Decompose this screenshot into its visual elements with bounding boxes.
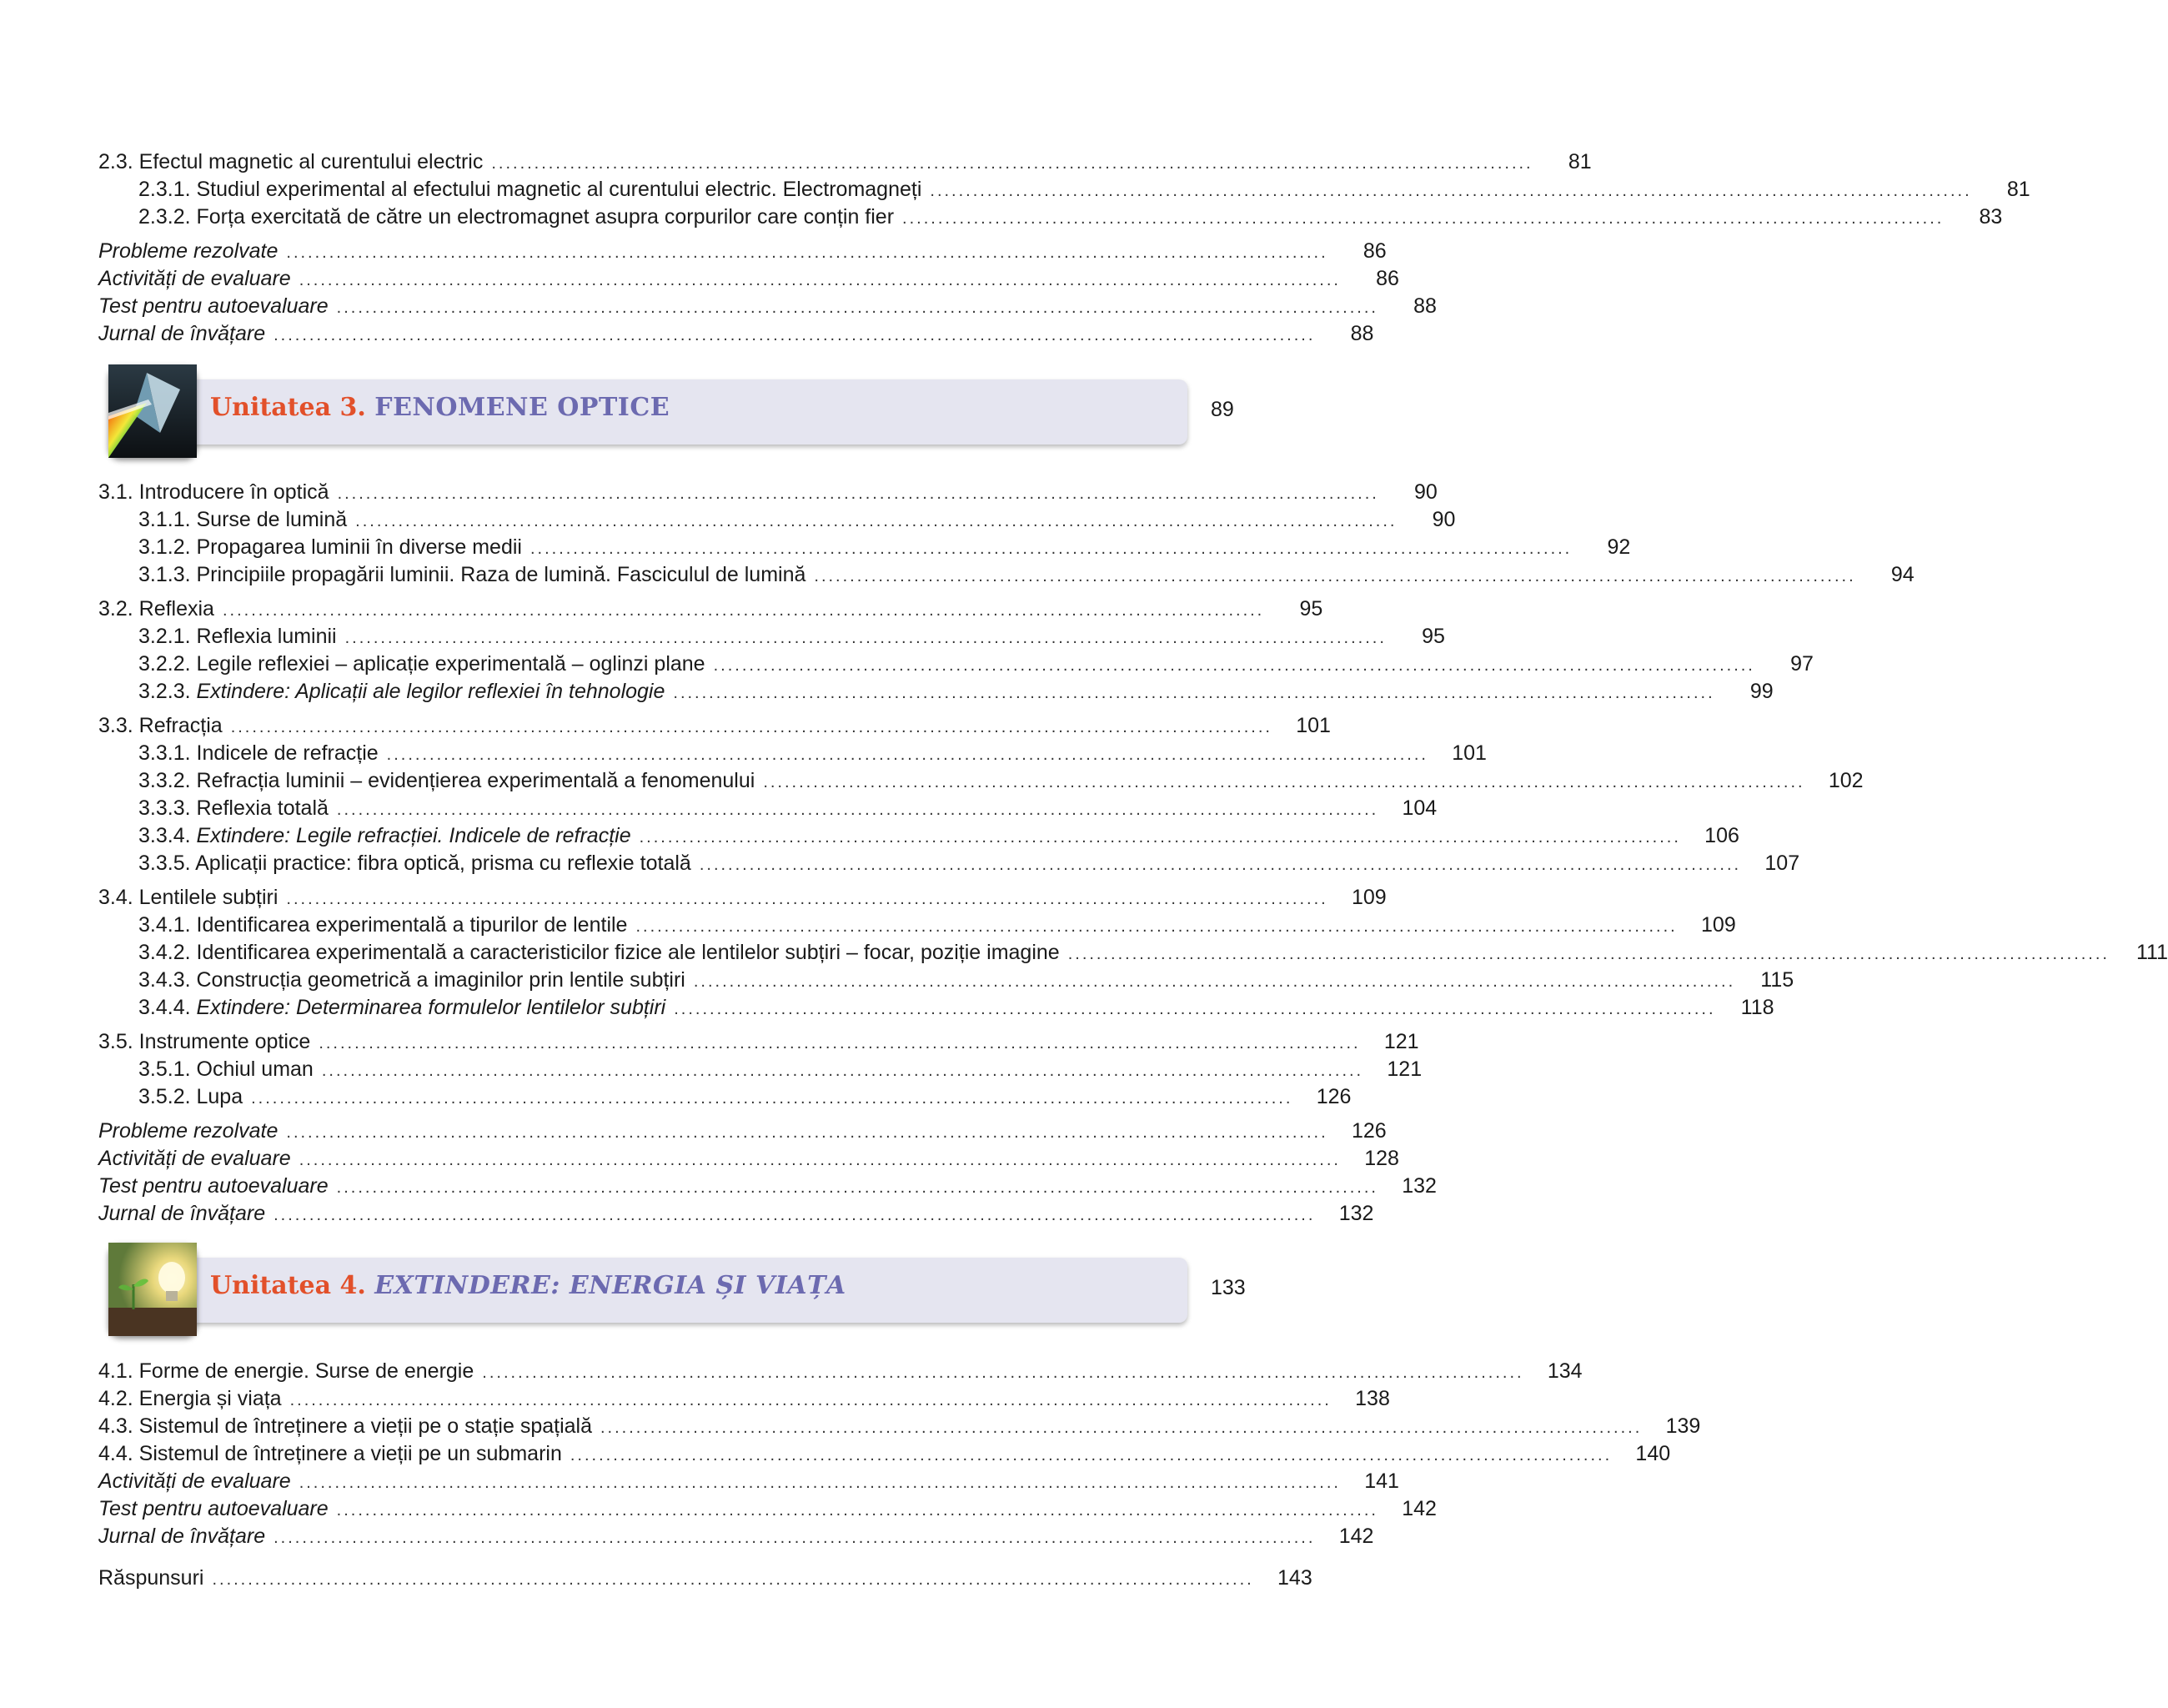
unit-4-header[interactable]	[108, 1243, 1246, 1336]
toc-entry-page: 95	[1299, 597, 1323, 620]
toc-entry[interactable]: 3.5.2. Lupa .................................................................................................................................................. 126	[98, 1083, 1249, 1110]
toc-entry-page: 140	[1635, 1442, 1671, 1465]
toc-entry-title: 3.3.4. Extindere: Legile refracției. Indicele de refracție	[138, 824, 631, 847]
toc-entry[interactable]: 3.4. Lentilele subțiri .................................................................................................................................................. 109	[98, 886, 1387, 909]
unit-name: FENOMENE OPTICE	[374, 393, 670, 422]
prism-light-spectrum-icon	[108, 364, 197, 458]
toc-entry-title: 3.1.2. Propagarea luminii în diverse medii	[138, 535, 522, 559]
toc-entry-page: 132	[1338, 1202, 1374, 1225]
toc-entry-page: 101	[1296, 714, 1331, 737]
toc-entry[interactable]: Jurnal de învățare .................................................................................................................................................. 142	[98, 1525, 1374, 1548]
toc-entry-title: Activități de evaluare	[98, 1147, 291, 1170]
toc-entry-title: 3.2. Reflexia	[98, 597, 214, 620]
toc-entry-title: 3.2.3. Extindere: Aplicații ale legilor reflexiei în tehnologie	[138, 680, 665, 703]
toc-entry-title: 3.1. Introducere în optică	[98, 480, 329, 504]
toc-entry-page: 126	[1351, 1119, 1387, 1143]
toc-entry-page: 101	[1452, 741, 1487, 765]
toc-entry-page: 107	[1764, 851, 1800, 875]
toc-entry-page: 143	[1277, 1566, 1312, 1590]
toc-entry[interactable]: Activități de evaluare .................................................................................................................................................. 86	[98, 267, 1399, 290]
toc-entry-page: 142	[1338, 1525, 1374, 1548]
toc-entry-title: 3.4.2. Identificarea experimentală a caracteristicilor fizice ale lentilelor subțiri – focar, poziție imagine	[138, 941, 1060, 964]
toc-entry-page: 121	[1387, 1057, 1423, 1081]
toc-entry-page: 97	[1790, 652, 1814, 676]
toc-entry-title: 3.3.2. Refracția luminii – evidențierea experimentală a fenomenului	[138, 769, 755, 792]
toc-entry-page: 132	[1402, 1174, 1437, 1198]
toc-entry[interactable]: Test pentru autoevaluare .................................................................................................................................................. 132	[98, 1174, 1437, 1198]
toc-entry-title: Test pentru autoevaluare	[98, 1174, 329, 1198]
toc-entry[interactable]: 3.1. Introducere în optică .................................................................................................................................................. 90	[98, 480, 1438, 504]
toc-entry-title: Probleme rezolvate	[98, 1119, 279, 1143]
toc-entry-answers[interactable]: Răspunsuri .................................................................................................................................................. 143	[98, 1566, 1312, 1590]
toc-entry-page: 86	[1376, 267, 1399, 290]
unit-number: Unitatea 3.	[210, 393, 366, 422]
toc-entry-page: 90	[1414, 480, 1438, 504]
toc-entry-page: 88	[1413, 294, 1437, 318]
unit-title	[210, 1271, 846, 1300]
toc-entry-page: 138	[1355, 1387, 1390, 1410]
lightbulb-plant-icon	[108, 1243, 197, 1336]
unit-page: 133	[1211, 1276, 1246, 1299]
toc-entry-page: 106	[1704, 824, 1739, 847]
toc-entry-page: 88	[1350, 322, 1374, 345]
toc-entry[interactable]: Probleme rezolvate .................................................................................................................................................. 86	[98, 239, 1387, 263]
toc-entry-title: 3.2.2. Legile reflexiei – aplicație experimentală – oglinzi plane	[138, 652, 705, 676]
toc-entry-title: 3.3.1. Indicele de refracție	[138, 741, 379, 765]
toc-entry-title: 3.1.3. Principiile propagării luminii. Raza de lumină. Fasciculul de lumină	[138, 563, 806, 586]
toc-entry-page: 111	[2135, 941, 2168, 964]
toc-entry[interactable]: 3.3.5. Aplicații practice: fibra optică, prisma cu reflexie totală .................................................................................................................................................. 107	[98, 850, 1249, 877]
toc-entry-page: 81	[2006, 178, 2030, 201]
toc-entry-title: 3.4. Lentilele subțiri	[98, 886, 279, 909]
toc-entry-title: Activități de evaluare	[98, 267, 291, 290]
toc-entry[interactable]: 4.3. Sistemul de întreținere a vieții pe o stație spațială .................................................................................................................................................. 139	[98, 1414, 1701, 1438]
toc-entry[interactable]: 3.2. Reflexia .................................................................................................................................................. 95	[98, 597, 1323, 620]
toc-entry-page: 90	[1432, 508, 1456, 531]
toc-entry[interactable]: 3.4.3. Construcția geometrică a imaginilor prin lentile subțiri .................................................................................................................................................. 115	[98, 967, 1249, 993]
toc-entry[interactable]: 3.4.2. Identificarea experimentală a caracteristicilor fizice ale lentilelor subțiri – focar, poziție imagine .................................................................................................................................................. 111	[98, 939, 1249, 966]
toc-entry[interactable]: 3.2.2. Legile reflexiei – aplicație experimentală – oglinzi plane .................................................................................................................................................. 97	[98, 651, 1249, 677]
toc-entry-title: Jurnal de învățare	[98, 1525, 266, 1548]
toc-entry-page: 83	[1979, 205, 2003, 229]
unit-title	[210, 393, 670, 422]
toc-entry-title: Jurnal de învățare	[98, 1202, 266, 1225]
toc-entry-title: Jurnal de învățare	[98, 322, 266, 345]
toc-entry-title: Activități de evaluare	[98, 1469, 291, 1493]
toc-entry-title: 3.4.3. Construcția geometrică a imaginilor prin lentile subțiri	[138, 968, 685, 992]
toc-entry-page: 81	[1568, 150, 1592, 173]
toc-entry-page: 126	[1316, 1085, 1352, 1108]
toc-entry[interactable]: Test pentru autoevaluare .................................................................................................................................................. 142	[98, 1497, 1437, 1520]
toc-entry-title: Test pentru autoevaluare	[98, 1497, 329, 1520]
toc-entry-page: 94	[1890, 563, 1915, 586]
toc-entry-title: 4.3. Sistemul de întreținere a vieții pe o stație spațială	[98, 1414, 592, 1438]
toc-entry[interactable]: 3.3.4. Extindere: Legile refracției. Indicele de refracție .................................................................................................................................................. 106	[98, 822, 1249, 849]
toc-entry[interactable]: 3.1.2. Propagarea luminii în diverse medii .................................................................................................................................................. 92	[98, 534, 1249, 560]
toc-entry-title: 3.3.5. Aplicații practice: fibra optică, prisma cu reflexie totală	[138, 851, 691, 875]
toc-entry[interactable]: 3.1.1. Surse de lumină .................................................................................................................................................. 90	[98, 506, 1249, 533]
toc-entry-title: 2.3. Efectul magnetic al curentului electric	[98, 150, 484, 173]
toc-entry[interactable]: Jurnal de învățare .................................................................................................................................................. 88	[98, 322, 1374, 345]
toc-entry-page: 99	[1749, 680, 1774, 703]
toc-entry-page: 139	[1665, 1414, 1701, 1438]
toc-entry-page: 109	[1351, 886, 1387, 909]
toc-entry[interactable]: Activități de evaluare .................................................................................................................................................. 141	[98, 1469, 1399, 1493]
toc-entry[interactable]: Jurnal de învățare .................................................................................................................................................. 132	[98, 1202, 1374, 1225]
toc-entry-title: Răspunsuri	[98, 1566, 204, 1590]
toc-entry[interactable]: 4.2. Energia și viața .................................................................................................................................................. 138	[98, 1387, 1390, 1410]
toc-entry[interactable]: 3.5.1. Ochiul uman .................................................................................................................................................. 121	[98, 1056, 1249, 1083]
toc-entry[interactable]: 3.2.3. Extindere: Aplicații ale legilor reflexiei în tehnologie .................................................................................................................................................. 99	[98, 678, 1249, 705]
toc-entry-title: Probleme rezolvate	[98, 239, 279, 263]
toc-entry[interactable]: 4.4. Sistemul de întreținere a vieții pe un submarin .................................................................................................................................................. 140	[98, 1442, 1671, 1465]
toc-entry[interactable]: 3.4.4. Extindere: Determinarea formulelor lentilelor subțiri .................................................................................................................................................. 118	[98, 994, 1249, 1021]
toc-entry[interactable]: Test pentru autoevaluare .................................................................................................................................................. 88	[98, 294, 1437, 318]
toc-entry-title: 3.5. Instrumente optice	[98, 1030, 311, 1053]
toc-entry[interactable]: 3.2.1. Reflexia luminii .................................................................................................................................................. 95	[98, 623, 1249, 650]
toc-entry-title: 3.1.1. Surse de lumină	[138, 508, 348, 531]
toc-entry-title: 3.5.2. Lupa	[138, 1085, 243, 1108]
toc-entry-page: 142	[1402, 1497, 1437, 1520]
toc-entry-page: 134	[1547, 1359, 1583, 1383]
toc-entry-page: 102	[1828, 769, 1864, 792]
toc-entry[interactable]: 3.4.1. Identificarea experimentală a tipurilor de lentile .................................................................................................................................................. 109	[98, 912, 1249, 938]
toc-entry[interactable]: 2.3. Efectul magnetic al curentului electric .................................................................................................................................................. 81	[98, 150, 1592, 173]
toc-entry-title: 2.3.1. Studiul experimental al efectului magnetic al curentului electric. Electromagneți	[138, 178, 922, 201]
toc-entry-title: 3.3.3. Reflexia totală	[138, 796, 329, 820]
unit-3-header[interactable]	[108, 364, 1234, 458]
toc-entry-page: 109	[1701, 913, 1736, 937]
toc-entry-page: 121	[1383, 1030, 1419, 1053]
toc-entry-title: 4.2. Energia și viața	[98, 1387, 282, 1410]
toc-entry-title: 3.4.1. Identificarea experimentală a tipurilor de lentile	[138, 913, 628, 937]
toc-entry-page: 92	[1607, 535, 1631, 559]
toc-entry[interactable]: Activități de evaluare .................................................................................................................................................. 128	[98, 1147, 1399, 1170]
toc-entry[interactable]: Probleme rezolvate .................................................................................................................................................. 126	[98, 1119, 1387, 1143]
toc-entry-page: 115	[1760, 968, 1794, 992]
unit-number: Unitatea 4.	[210, 1271, 366, 1300]
toc-entry-page: 104	[1402, 796, 1438, 820]
unit-page: 89	[1211, 398, 1234, 421]
toc-entry-page: 95	[1422, 625, 1445, 648]
toc-entry-title: 3.4.4. Extindere: Determinarea formulelor lentilelor subțiri	[138, 996, 666, 1019]
unit-name: EXTINDERE: ENERGIA ȘI VIAȚA	[374, 1271, 846, 1300]
toc-entry-title: 3.3. Refracția	[98, 714, 223, 737]
toc-entry-page: 118	[1740, 996, 1774, 1019]
toc-entry-page: 141	[1364, 1469, 1399, 1493]
toc-entry-page: 86	[1363, 239, 1387, 263]
toc-entry[interactable]: 3.5. Instrumente optice .................................................................................................................................................. 121	[98, 1030, 1419, 1053]
toc-entry-title: Test pentru autoevaluare	[98, 294, 329, 318]
toc-entry[interactable]: 4.1. Forme de energie. Surse de energie .................................................................................................................................................. 134	[98, 1359, 1583, 1383]
toc-entry-page: 128	[1364, 1147, 1399, 1170]
toc-entry-title: 3.2.1. Reflexia luminii	[138, 625, 337, 648]
toc-entry-title: 2.3.2. Forța exercitată de către un electromagnet asupra corpurilor care conțin fier	[138, 205, 895, 229]
toc-entry[interactable]: 3.3.3. Reflexia totală .................................................................................................................................................. 104	[98, 795, 1249, 821]
toc-entry[interactable]: 3.3. Refracția .................................................................................................................................................. 101	[98, 714, 1331, 737]
toc-entry-title: 4.1. Forme de energie. Surse de energie	[98, 1359, 474, 1383]
toc-entry[interactable]: 2.3.2. Forța exercitată de către un electromagnet asupra corpurilor care conțin fier .................................................................................................................................................. 83	[98, 203, 1249, 230]
toc-entry-title: 4.4. Sistemul de întreținere a vieții pe un submarin	[98, 1442, 562, 1465]
toc-entry[interactable]: 3.3.2. Refracția luminii – evidențierea experimentală a fenomenului .................................................................................................................................................. 102	[98, 767, 1249, 794]
toc-entry[interactable]: 2.3.1. Studiul experimental al efectului magnetic al curentului electric. Electromagneți .................................................................................................................................................. 81	[98, 176, 1249, 203]
toc-entry[interactable]: 3.1.3. Principiile propagării luminii. Raza de lumină. Fasciculul de lumină .................................................................................................................................................. 94	[98, 561, 1249, 588]
toc-entry[interactable]: 3.3.1. Indicele de refracție .................................................................................................................................................. 101	[98, 740, 1249, 766]
toc-entry-title: 3.5.1. Ochiul uman	[138, 1057, 314, 1081]
